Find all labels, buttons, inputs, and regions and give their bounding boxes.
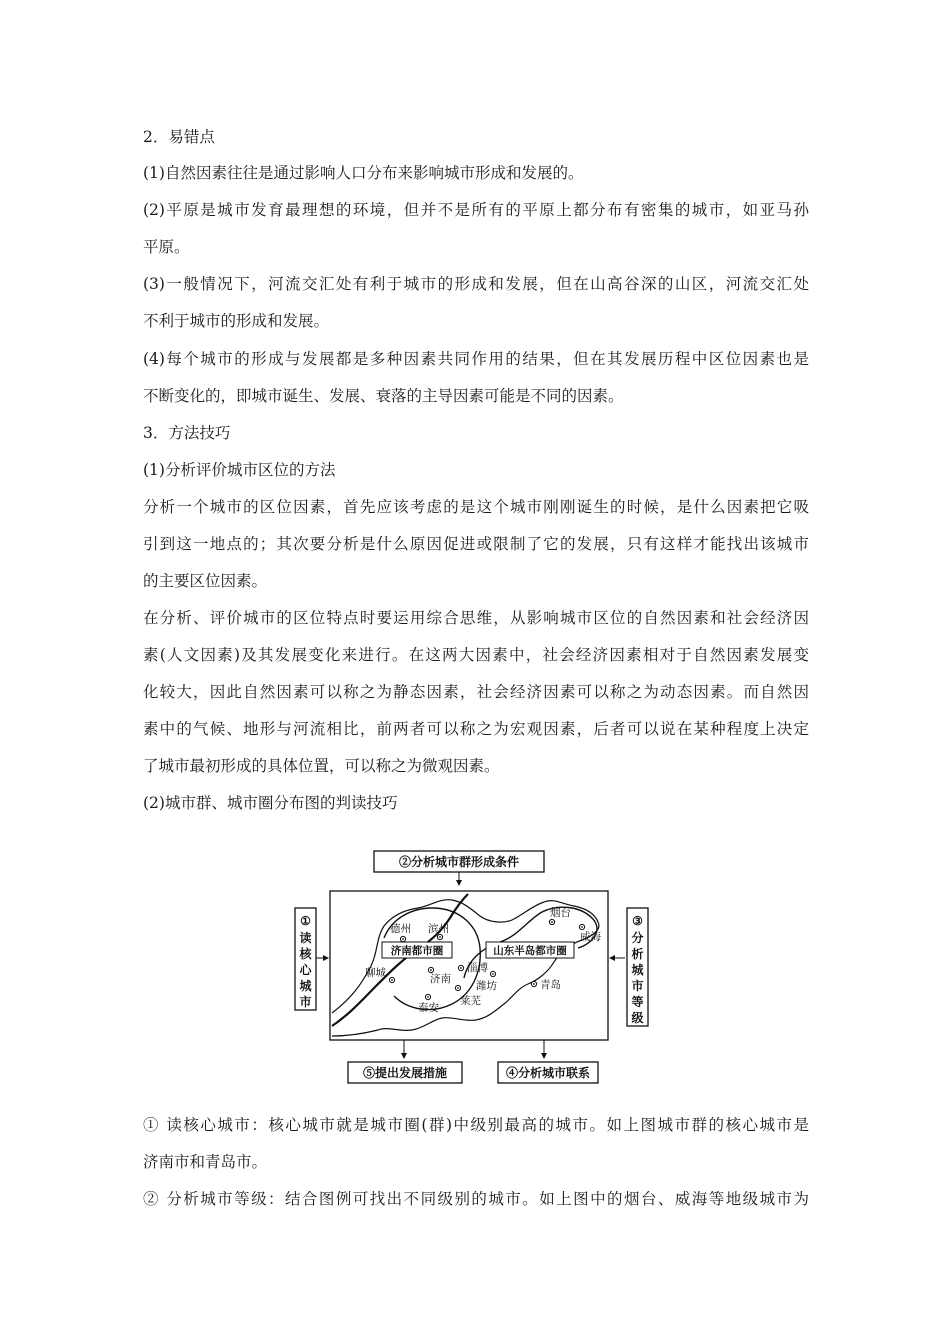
section-2-paragraph-3-line-1: (3)一般情况下，河流交汇处有利于城市的形成和发展，但在山高谷深的山区，河流交汇处 [143,275,809,293]
step-5-label: ⑤提出发展措施 [362,1066,448,1080]
explanation-1-line-2: 济南市和青岛市。 [143,1153,268,1171]
svg-text:德州: 德州 [390,923,411,935]
section-2-heading: 2．易错点 [143,128,215,146]
step-1-char: 市 [299,995,312,1009]
svg-text:淄博: 淄博 [467,962,488,974]
svg-text:莱芜: 莱芜 [460,995,481,1007]
svg-text:潍坊: 潍坊 [476,980,497,992]
section-2-paragraph-1: (1)自然因素往往是通过影响人口分布来影响城市形成和发展的。 [143,164,584,182]
step-1-box [295,908,316,1010]
svg-text:烟台: 烟台 [550,907,571,919]
section-2-paragraph-4-line-1: (4)每个城市的形成与发展都是多种因素共同作用的结果，但在其发展历程中区位因素也是 [143,350,809,368]
section-3-subheading-2: (2)城市群、城市圈分布图的判读技巧 [143,794,398,812]
step-3-char: 级 [631,1011,644,1025]
step-3-box [627,908,648,1026]
section-2-paragraph-2-line-2: 平原。 [143,238,190,256]
explanation-1-line-1: ① 读核心城市：核心城市就是城市圈(群)中级别最高的城市。如上图城市群的核心城市是 [143,1116,809,1134]
city-cluster-diagram [292,848,660,1086]
svg-text:泰安: 泰安 [418,1002,439,1014]
section-3-paragraph-2-line-2: 素(人文因素)及其发展变化来进行。在这两大因素中，社会经济因素相对于自然因素发展变 [143,646,809,664]
section-3-paragraph-2-line-4: 素中的气候、地形与河流相比，前两者可以称之为宏观因素，后者可以说在某种程度上决定 [143,720,809,738]
section-3-subheading-1: (1)分析评价城市区位的方法 [143,461,336,479]
step-2-label: ②分析城市群形成条件 [398,855,520,869]
step-1-char: 心 [299,963,312,977]
section-2-paragraph-3-line-2: 不利于城市的形成和发展。 [143,312,330,330]
step-3-char: 析 [631,947,644,961]
step-3-char: 市 [631,979,644,993]
step-4-box [498,1062,598,1083]
section-3-paragraph-1-line-1: 分析一个城市的区位因素，首先应该考虑的是这个城市刚刚诞生的时候，是什么因素把它吸 [143,498,809,516]
step-1-number: ① [300,914,311,928]
section-3-paragraph-1-line-3: 的主要区位因素。 [143,572,268,590]
section-2-paragraph-2-line-1: (2)平原是城市发育最理想的环境，但并不是所有的平原上都分布有密集的城市，如亚马孙 [143,201,809,219]
step-3-char: 等 [631,995,644,1009]
jinan-metro-label: 济南都市圈 [390,945,444,957]
svg-text:聊城: 聊城 [365,967,386,979]
step-3-number: ③ [632,914,643,928]
svg-text:济南: 济南 [430,973,451,985]
svg-text:滨州: 滨州 [428,923,449,935]
step-1-char: 核 [299,947,312,961]
step-4-label: ④分析城市联系 [505,1066,591,1080]
step-5-box [348,1062,462,1083]
explanation-2-line-1: ② 分析城市等级：结合图例可找出不同级别的城市。如上图中的烟台、威海等地级城市为 [143,1190,809,1208]
step-2-box [374,851,544,872]
step-1-char: 读 [299,931,312,945]
section-2-paragraph-4-line-2: 不断变化的，即城市诞生、发展、衰落的主导因素可能是不同的因素。 [143,387,624,405]
svg-text:青岛: 青岛 [540,979,561,991]
section-3-paragraph-1-line-2: 引到这一地点的；其次要分析是什么原因促进或限制了它的发展，只有这样才能找出该城市 [143,535,809,553]
svg-text:威海: 威海 [580,931,601,943]
section-3-heading: 3．方法技巧 [143,424,231,442]
step-3-char: 分 [631,931,644,945]
step-1-char: 城 [299,979,312,993]
step-3-char: 城 [631,963,644,977]
section-3-paragraph-2-line-5: 了城市最初形成的具体位置，可以称之为微观因素。 [143,757,500,775]
shandong-metro-label: 山东半岛都市圈 [493,945,567,957]
section-3-paragraph-2-line-3: 化较大，因此自然因素可以称之为静态因素，社会经济因素可以称之为动态因素。而自然因 [143,683,809,701]
section-3-paragraph-2-line-1: 在分析、评价城市的区位特点时要运用综合思维，从影响城市区位的自然因素和社会经济因 [143,609,809,627]
